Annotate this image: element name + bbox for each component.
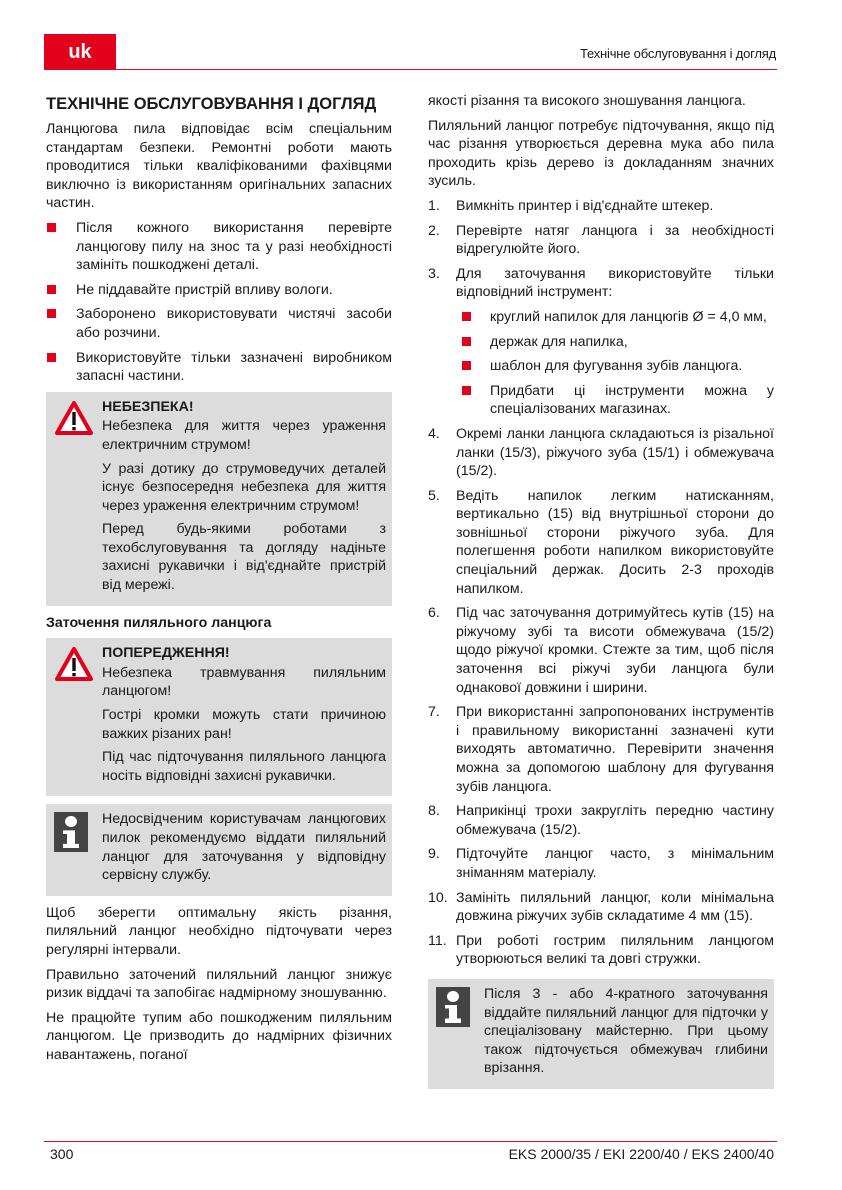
step-text: Вимкніть принтер і від'єднайте штекер. [456, 197, 714, 214]
bullet-item: Не піддавайте пристрій впливу вологи. [46, 281, 392, 300]
body-paragraph: Правильно заточений пиляльний ланцюг знижує ризик віддачі та запобігає надмірному зношуванню. [46, 966, 392, 1002]
step-text: При використанні запропонованих інструментів і правильному використанні зазначені кути виходять автоматично. Перевірити значення можна за допомогою шаблону для фугування зубів ланцюга. [456, 704, 774, 795]
body-paragraph: Щоб зберегти оптимальну якість різання, пиляльний ланцюг необхідно підточувати через регулярні інтервали. [46, 904, 392, 958]
step-item [428, 845, 774, 882]
step-text: При роботі гострим пиляльним ланцюгом утворюються великі та довгі стружки. [456, 932, 774, 968]
step-item [428, 197, 774, 216]
info-text: Після 3 - або 4-кратного заточування віддайте пиляльний ланцюг для підточки у спеціалізовану майстерню. При цьому також підточується обмежувач глибини врізання. [484, 985, 768, 1077]
body-paragraph: Не працюйте тупим або пошкодженим пиляльним ланцюгом. Це призводить до надмірних фізичних навантажень, поганої [46, 1009, 392, 1063]
tool-item: круглий напилок для ланцюгів Ø = 4,0 мм, [456, 308, 774, 327]
step-number: 6. [428, 605, 440, 622]
continuation-paragraph: якості різання та високого зношування ланцюга. [428, 93, 746, 109]
step-number: 9. [428, 846, 440, 863]
language-code: uk [68, 40, 92, 63]
step-number: 7. [428, 704, 440, 721]
info-box [428, 979, 774, 1089]
step-text: Під час заточування дотримуйтесь кутів (15) на ріжучому зубі та висоти обмежувача (15/2) щодо ріжучої кромки. Стежте за тим, щоб після заточення всі ріжучі зуби ланцюга були однакової довжини і ширини. [456, 605, 774, 696]
tool-item: шаблон для фугування зубів ланцюга. [456, 357, 774, 376]
step-number: 2. [428, 222, 440, 239]
warning-triangle-icon [54, 646, 94, 682]
section-header-title: Технічне обслуговування і догляд [579, 46, 776, 61]
intro-paragraph: Ланцюгова пила відповідає всім спеціальним стандартам безпеки. Ремонтні роботи мають проводитися тільки кваліфікованими фахівцями виключно із використанням оригінальних запасних частин. [46, 121, 392, 212]
danger-title: НЕБЕЗПЕКА! [102, 398, 194, 415]
info-text: Недосвідченим користувачам ланцюгових пилок рекомендуємо віддати пиляльний ланцюг для заточування у відповідну сервісну службу. [102, 811, 386, 884]
step-number: 8. [428, 803, 440, 820]
step-item [428, 222, 774, 259]
bullet-item: Заборонено використовувати чистячі засоби або розчини. [46, 305, 392, 342]
maintenance-bullets [46, 219, 392, 386]
warning-title: ПОПЕРЕДЖЕННЯ! [102, 645, 230, 662]
right-column [428, 92, 774, 1097]
step-text: Наприкінці трохи закругліть передню частину обмежувача (15/2). [456, 803, 774, 838]
subheading-chain-sharpening: Заточення пиляльного ланцюга [46, 614, 272, 631]
step-text: Підточуйте ланцюг часто, з мінімальним зніманням матеріалу. [456, 846, 774, 881]
danger-text: Перед будь-якими роботами з техобслуговування та догляду надіньте захисні рукавички і від'єднайте пристрій від мережі. [102, 521, 386, 594]
step-item [428, 703, 774, 796]
page-number: 300 [50, 1146, 74, 1162]
step-text: Замініть пиляльний ланцюг, коли мінімальна довжина ріжучих зубів складатиме 4 мм (15). [456, 889, 774, 925]
tool-item: держак для напилка, [456, 333, 774, 352]
step-number: 3. [428, 265, 440, 282]
left-column [46, 90, 392, 1071]
warning-text: Гострі кромки можуть стати причиною важких різаних ран! [102, 707, 386, 742]
step-text: Ведіть напилок легким натисканням, вертикально (15) від внутрішньої сторони до зовнішньої сторони ріжучого зуба. Для полегшення роботи напилком використовуйте спеціальний держак. Досить 2-3 проходів напилком. [456, 487, 774, 597]
header-divider [44, 69, 777, 70]
body-paragraph: Пиляльний ланцюг потребує підточування, якщо під час різання утворюється деревна мука або пила проходить крізь дерево із докладанням значних зусиль. [428, 117, 774, 190]
step-item [428, 932, 774, 969]
tool-item: Придбати ці інструменти можна у спеціалізованих магазинах. [456, 382, 774, 419]
warning-text: Під час підточування пиляльного ланцюга носіть відповідні захисні рукавички. [102, 749, 386, 784]
warning-triangle-icon [54, 400, 94, 436]
step-item [428, 604, 774, 697]
step-item [428, 265, 774, 419]
tool-list [456, 308, 774, 419]
danger-text: У разі дотику до струмоведучих деталей існує безпосередня небезпека для життя через ураження електричним струмом! [102, 460, 386, 514]
step-number: 4. [428, 425, 440, 442]
step-text: Окремі ланки ланцюга складаються із різальної ланки (15/3), ріжучого зуба (15/1) і обмежувача (15/2). [456, 425, 774, 480]
info-box [46, 804, 392, 895]
warning-text: Небезпека травмування пиляльним ланцюгом! [102, 664, 386, 700]
bullet-item: Після кожного використання перевірте ланцюгову пилу на знос та у разі необхідності замініть пошкоджені деталі. [46, 219, 392, 275]
danger-box [46, 392, 392, 606]
warning-box [46, 638, 392, 796]
step-number: 11. [428, 932, 447, 949]
step-text: Для заточування використовуйте тільки відповідний інструмент: [456, 265, 774, 301]
step-item [428, 425, 774, 481]
page-title: ТЕХНІЧНЕ ОБСЛУГОВУВАННЯ І ДОГЛЯД [46, 95, 377, 113]
step-number: 10. [428, 889, 448, 906]
info-icon [54, 812, 88, 852]
danger-text: Небезпека для життя через ураження електричним струмом! [102, 418, 386, 453]
step-number: 5. [428, 487, 440, 504]
language-tab [44, 34, 116, 70]
footer-divider [44, 1141, 777, 1142]
step-number: 1. [428, 197, 440, 214]
bullet-item: Використовуйте тільки зазначені виробником запасні частини. [46, 349, 392, 386]
model-names: EKS 2000/35 / EKI 2200/40 / EKS 2400/40 [508, 1146, 774, 1162]
info-icon [436, 987, 470, 1027]
step-item [428, 802, 774, 839]
step-item [428, 487, 774, 599]
sharpening-steps [428, 197, 774, 969]
step-text: Перевірте натяг ланцюга і за необхідності відрегулюйте його. [456, 222, 774, 258]
step-item [428, 889, 774, 926]
